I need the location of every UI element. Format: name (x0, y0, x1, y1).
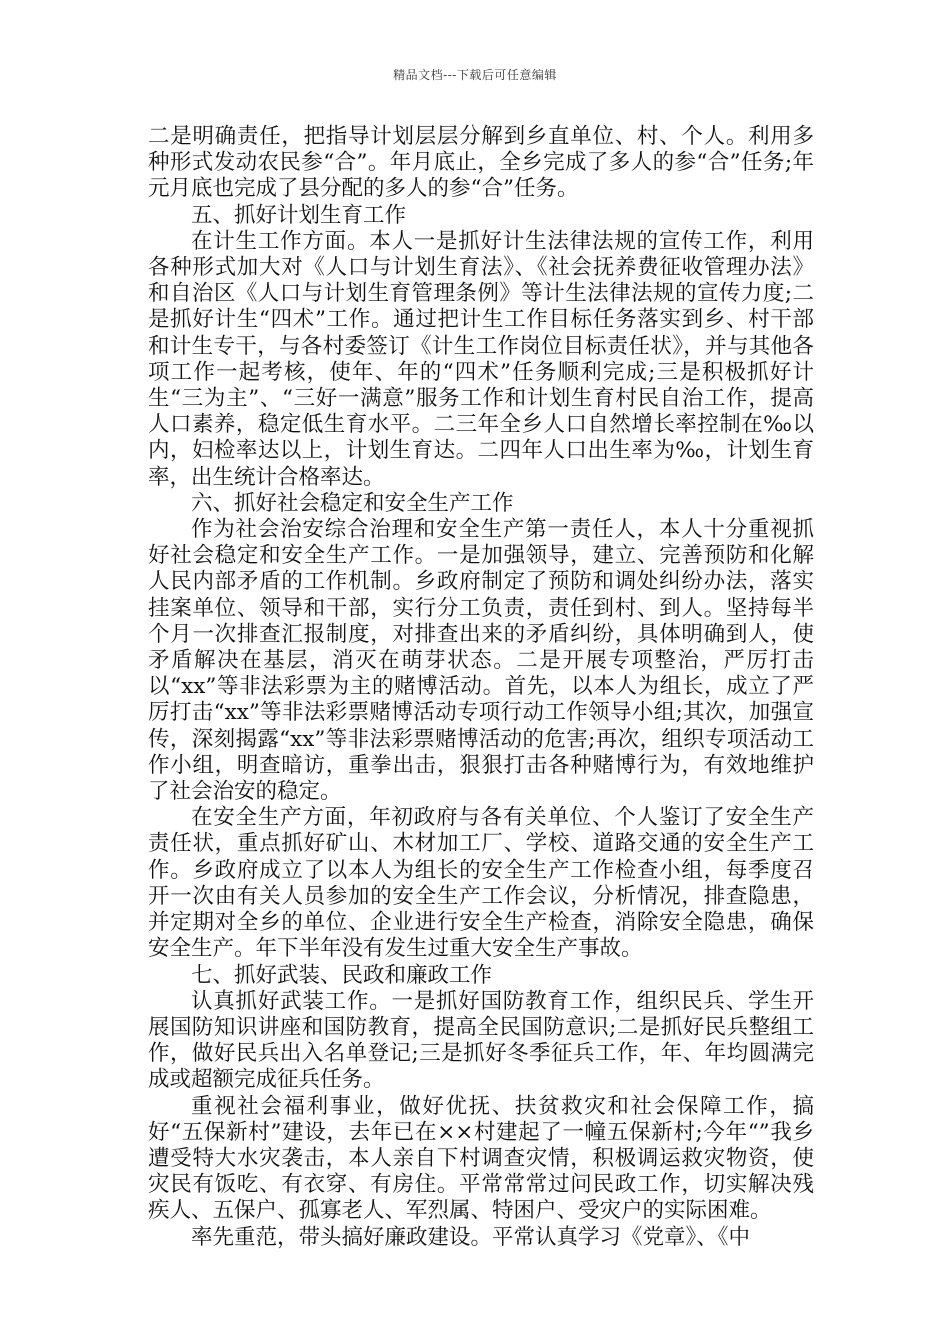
paragraph-body: 率先重范，带头搞好廉政建设。平常认真学习《党章》、《中 (191, 1224, 751, 1250)
paragraph-body: 在安全生产方面，年初政府与各有关单位、个人鉴订了安全生产责任状，重点抓好矿山、木材加工厂、学校、道路交通的安全生产工作。乡政府成立了以本人为组长的安全生产工作检查小组，每季度召开一次由有关人员参加的安全生产工作会议，分析情况，排查隐患，并定期对全乡的单位、企业进行安全生产检查，消除安全隐患，确保安全生产。年下半年没有发生过重大安全生产事故。 (148, 805, 814, 962)
paragraph-body: 认真抓好武装工作。一是抓好国防教育工作，组织民兵、学生开展国防知识讲座和国防教育，提高全民国防意识;二是抓好民兵整组工作，做好民兵出入名单登记;三是抓好冬季征兵工作，年、年均圆满完成或超额完成征兵任务。 (148, 988, 814, 1093)
header-note: 精品文档---下载后可任意编辑 (393, 68, 557, 82)
paragraph-body: 在计生工作方面。本人一是抓好计生法律法规的宣传工作，利用各种形式加大对《人口与计划生育法》、《社会抚养费征收管理办法》和自治区《人口与计划生育管理条例》等计生法律法规的宣传力度;二是抓好计生“四术”工作。通过把计生工作目标任务落实到乡、村干部和计生专干，与各村委签订《计生工作岗位目标责任状》，并与其他各项工作一起考核，使年、年的“四术”任务顺利完成;三是积极抓好计生“三为主”、“三好一满意”服务工作和计划生育村民自治工作，提高人口素养，稳定低生育水平。二三年全乡人口自然增长率控制在‰以内，妇检率达以上，计划生育达。二四年人口出生率为‰，计划生育率，出生统计合格率达。 (148, 228, 814, 490)
section-heading: 五、抓好计划生育工作 (191, 202, 407, 228)
paragraph-body: 作为社会治安综合治理和安全生产第一责任人，本人十分重视抓好社会稳定和安全生产工作。一是加强领导，建立、完善预防和化解人民内部矛盾的工作机制。乡政府制定了预防和调处纠纷办法，落实挂案单位、领导和干部，实行分工负责，责任到村、到人。坚持每半个月一次排查汇报制度，对排查出来的矛盾纠纷，具体明确到人，使矛盾解决在基层，消灭在萌芽状态。二是开展专项整治，严厉打击以“xx”等非法彩票为主的赌博活动。首先，以本人为组长，成立了严厉打击“xx”等非法彩票赌博活动专项行动工作领导小组;其次，加强宣传，深刻揭露“xx”等非法彩票赌博活动的危害;再次，组织专项活动工作小组，明查暗访，重拳出击，狠狠打击各种赌博行为，有效地维护了社会治安的稳定。 (148, 517, 814, 805)
section-heading: 六、抓好社会稳定和安全生产工作 (191, 490, 514, 516)
document-body (148, 124, 814, 1251)
paragraph-body: 重视社会福利事业，做好优抚、扶贫救灾和社会保障工作，搞好“五保新村”建设，去年已在××村建起了一幢五保新村;今年“”我乡遭受特大水灾袭击，本人亲自下村调查灾情，积极调运救灾物资，使灾民有饭吃、有衣穿、有房住。平常常常过问民政工作，切实解决残疾人、五保户、孤寡老人、军烈属、特困户、受灾户的实际困难。 (148, 1093, 814, 1224)
section-heading: 七、抓好武装、民政和廉政工作 (191, 962, 493, 988)
paragraph-body: 二是明确责任，把指导计划层层分解到乡直单位、村、个人。利用多种形式发动农民参“合”。年月底止，全乡完成了多人的参“合”任务;年元月底也完成了县分配的多人的参“合”任务。 (148, 124, 814, 202)
